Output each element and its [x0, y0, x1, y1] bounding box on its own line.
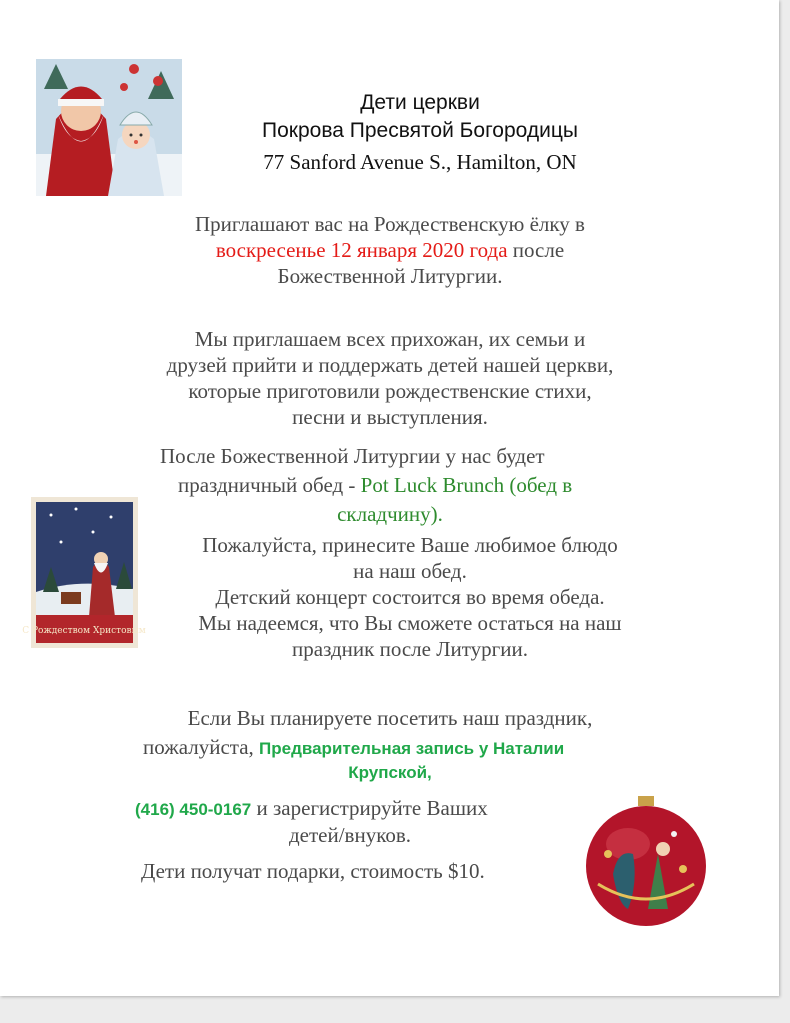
register-line6: Дети получат подарки, стоимость $10.	[141, 859, 485, 883]
register-line3: Крупской,	[348, 763, 432, 782]
para-line8: Пожалуйста, принесите Ваше любимое блюдо	[202, 533, 618, 557]
invite-line1: Приглашают вас на Рождественскую ёлку в	[195, 212, 585, 236]
christmas-ornament-image	[578, 794, 714, 929]
invite-line2	[70, 237, 710, 263]
invite-after-date: после	[507, 238, 565, 262]
church-name-line1: Дети церкви	[360, 91, 480, 114]
para-line3: которые приготовили рождественские стихи,	[188, 379, 592, 403]
santa-snow-maiden-image	[36, 59, 182, 196]
para-line2: друзей прийти и поддержать детей нашей церкви,	[166, 353, 614, 377]
christmas-card-image	[22, 497, 146, 648]
phone-number: (416) 450-0167	[135, 800, 252, 819]
card-greeting-text: С Рождеством Христовым	[22, 626, 146, 636]
preregistration-contact: Предварительная запись у Наталии	[259, 739, 565, 758]
para-line10: Детский концерт состоится во время обеда.	[215, 585, 605, 609]
para-line12: праздник после Литургии.	[292, 637, 528, 661]
para-line9: на наш обед.	[353, 559, 467, 583]
event-date: воскресенье 12 января 2020 года	[215, 238, 508, 262]
register-line2-a: пожалуйста,	[143, 735, 260, 759]
register-line5: детей/внуков.	[288, 823, 412, 847]
register-line4-b: и зарегистрируйте Ваших	[251, 796, 488, 820]
para-line5: После Божественной Литургии у нас будет	[160, 444, 545, 468]
para-line6	[178, 472, 572, 498]
register-line4	[135, 795, 488, 823]
church-address: 77 Sanford Avenue S., Hamilton, ON	[263, 150, 577, 174]
para-line11: Мы надеемся, что Вы сможете остаться на наш	[198, 611, 622, 635]
church-name-line2: Покрова Пресвятой Богородицы	[262, 119, 578, 142]
invite-line3: Божественной Литургии.	[277, 264, 503, 288]
para-line1: Мы приглашаем всех прихожан, их семьи и	[194, 327, 586, 351]
para-line6-a: праздничный обед -	[178, 473, 361, 497]
register-line2	[143, 734, 564, 762]
pot-luck-brunch: Pot Luck Brunch (обед в	[360, 473, 573, 497]
register-line1: Если Вы планируете посетить наш праздник,	[187, 706, 593, 730]
para-line7: складчину).	[337, 502, 443, 526]
para-line4: песни и выступления.	[292, 405, 488, 429]
